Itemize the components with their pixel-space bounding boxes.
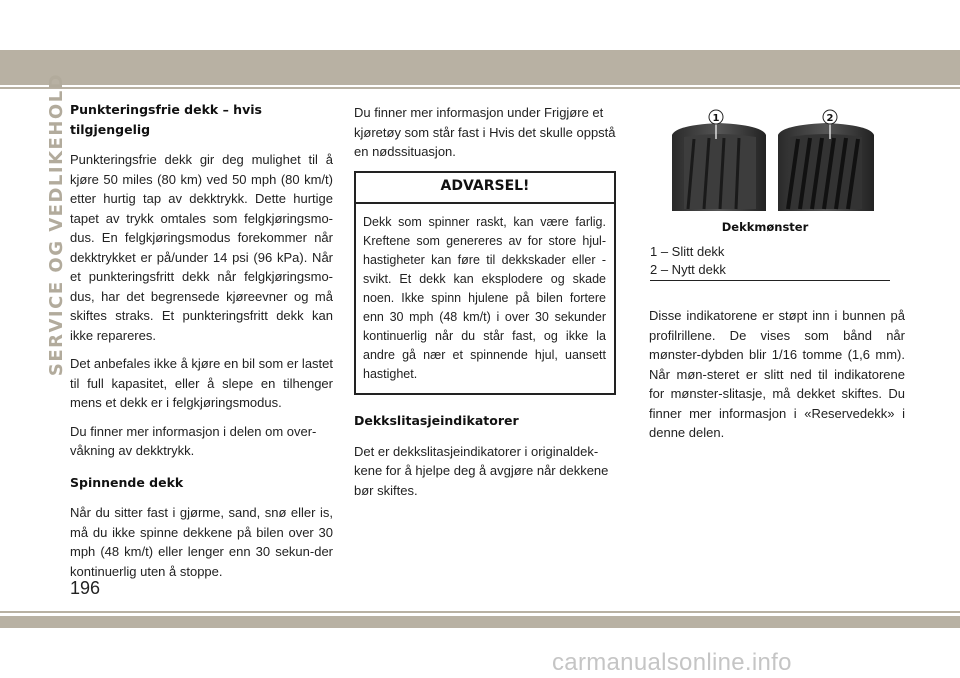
paragraph: Det anbefales ikke å kjøre en bil som er lastet til full kapasitet, eller å slepe en tilhenger mens et dekk er i felgkjøringsmodus. — [70, 356, 334, 410]
watermark: carmanualsonline.info — [552, 649, 792, 676]
column-2 — [354, 103, 616, 509]
footer-band — [0, 616, 960, 628]
callout-1-label: 1 — [712, 113, 720, 124]
heading-punkteringsfrie-dekk: Punkteringsfrie dekk – hvis tilgjengelig — [70, 102, 262, 137]
header-rule — [0, 87, 960, 89]
warning-title: ADVARSEL! — [356, 173, 614, 205]
paragraph: Disse indikatorene er støpt inn i bunnen på profilrillene. De vises som bånd når mønster-dybden blir 1/16 tomme (1,6 mm). Når møn-steret er slitt ned til indikatorene for mønster-slitasje, må dekket skiftes. Du finner mer informasjon i «Reservedekk» i denne delen. — [649, 308, 905, 440]
legend-item: 1 – Slitt dekk — [650, 244, 725, 259]
header-band — [0, 50, 960, 85]
worn-tire-image — [672, 123, 766, 211]
warning-box — [354, 171, 616, 396]
column-3 — [649, 306, 905, 452]
legend-item: 2 – Nytt dekk — [650, 262, 726, 277]
column-1 — [70, 100, 333, 590]
callout-2-label: 2 — [826, 113, 834, 124]
new-tire-image — [778, 123, 874, 211]
warning-text: Dekk som spinner raskt, kan være farlig. Kreftene som genereres av for store hjul-hastigheter kan føre til dekkskader eller -svikt. Et dekk kan eksplodere og skade noen. Ikke spinn hjulene på bilen fortere enn 30 mph (48 km/t) i over 30 sekunder kontinuerlig når du står fast, og ikke la andre gå nær et spinnende hjul, uansett hastighet. — [363, 215, 606, 381]
paragraph: Når du sitter fast i gjørme, sand, snø eller is, må du ikke spinne dekkene på bilen over 30 mph (48 km/t) eller lenger enn 30 sekun-der kontinuerlig uten å stoppe. — [70, 505, 333, 579]
figure-caption: Dekkmønster — [721, 220, 809, 234]
paragraph: Du finner mer informasjon under Frigjøre et kjøretøy som står fast i Hvis det skulle oppstå en nødssituasjon. — [354, 105, 616, 159]
paragraph: Du finner mer informasjon i delen om over-våkning av dekktrykk. — [70, 423, 317, 458]
figure-legend — [650, 243, 890, 279]
heading-spinnende-dekk: Spinnende dekk — [70, 474, 184, 490]
footer-rule — [0, 611, 960, 613]
tire-tread-figure — [664, 105, 884, 217]
section-side-title — [45, 72, 69, 377]
page-number: 196 — [70, 578, 101, 598]
heading-dekkslitasjeindikatorer: Dekkslitasjeindikatorer — [354, 413, 519, 428]
section-side-title-text: SERVICE OG VEDLIKEHOLD — [46, 72, 68, 377]
legend-rule — [650, 280, 890, 281]
paragraph: Punkteringsfrie dekk gir deg mulighet til å kjøre 50 miles (80 km) ved 50 mph (80 km/t) etter hurtig tap av dekktrykk. Dette hurtige tapet av trykk omtales som felgkjøringsmo-dus. En felgkjøringsmodus forekommer når dekktrykket er på/under 14 psi (96 kPa). Når et punkteringsfritt dekk når felgkjøringsmo-dus, har det begrensede kjøreevner og må skiftes straks. Et punkteringsfritt dekk kan ikke repareres. — [70, 152, 333, 343]
paragraph: Det er dekkslitasjeindikatorer i originaldek-kene for å hjelpe deg å avgjøre når dekkene bør skiftes. — [354, 443, 609, 498]
